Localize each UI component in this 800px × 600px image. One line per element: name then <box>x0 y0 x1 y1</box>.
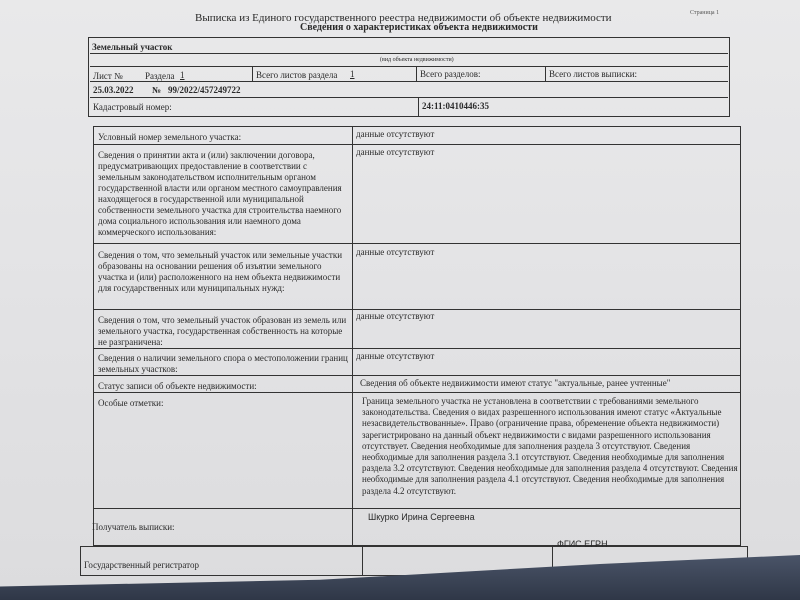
table-column-divider <box>352 126 353 546</box>
row-label: Условный номер земельного участка: <box>98 132 242 142</box>
cadastral-label: Кадастровый номер: <box>93 102 172 112</box>
row-divider <box>94 508 740 509</box>
row-value: данные отсутствуют <box>356 147 435 157</box>
divider <box>416 66 417 81</box>
row-divider <box>94 309 740 310</box>
divider <box>90 97 728 98</box>
registrar-org: ФГИС ЕГРН <box>557 539 608 549</box>
row-value: данные отсутствуют <box>356 311 435 321</box>
divider <box>90 81 728 82</box>
row-divider <box>94 375 740 376</box>
divider <box>90 53 728 54</box>
section-value: 1 <box>180 70 185 80</box>
divider <box>545 66 546 81</box>
row-divider <box>94 243 740 244</box>
row-label: Особые отметки: <box>98 398 164 408</box>
object-type-caption: (вид объекта недвижимости) <box>380 57 454 63</box>
row-divider <box>94 348 740 349</box>
special-notes-value: Граница земельного участка не установлена в соответствии с требованиями земельного законодательства. Сведения о видах разрешенного использования имеют статус «Актуальные незасвидетельствованные». Право (ограничение права, обременение объекта недвижимости) зарегистрировано на данный объект недвижимости с видами разрешенного использования отсутствует. Сведения необходимые для заполнения раздела 3 отсутствуют. Сведения необходимые для заполнения раздела 3.1 отсутствуют. Сведения необходимые для заполнения раздела 3.2 отсутствуют. Сведения необходимые для заполнения раздела 4 отсутствуют. Сведения необходимые для заполнения раздела 4.1 отсутствуют. Сведения необходимые для заполнения раздела 4.2 отсутствуют. <box>362 396 738 496</box>
total-sheets-section-label: Всего листов раздела <box>256 70 338 80</box>
object-type: Земельный участок <box>92 42 173 52</box>
page-note: Страница 1 <box>690 10 720 16</box>
cadastral-number: 24:11:0410446:35 <box>422 101 489 111</box>
document-subtitle: Сведения о характеристиках объекта недвижимости <box>300 22 538 33</box>
row-label: Статус записи об объекте недвижимости: <box>98 381 257 391</box>
row-value: данные отсутствуют <box>356 247 435 257</box>
total-sheets-section-value: 1 <box>350 69 355 79</box>
sheet-label: Лист № <box>93 71 123 81</box>
divider <box>252 66 253 81</box>
row-divider <box>94 392 740 393</box>
divider <box>418 97 419 116</box>
recipient-name: Шкурко Ирина Сергеевна <box>368 512 475 522</box>
divider <box>90 66 728 67</box>
row-value: данные отсутствуют <box>356 351 435 361</box>
document-title: Выписка из Единого государственного реестра недвижимости об объекте недвижимости <box>195 12 612 24</box>
total-sheets-label: Всего листов выписки: <box>549 69 638 79</box>
row-label: Сведения о том, что земельный участок образован из земель или земельного участка, государственная собственность на которые не разграничена: <box>98 315 347 347</box>
row-value: Сведения об объекте недвижимости имеют статус "актуальные, ранее учтенные" <box>360 378 671 388</box>
total-sections-label: Всего разделов: <box>420 69 481 79</box>
number-label: № <box>152 85 162 95</box>
section-label: Раздела <box>145 71 175 81</box>
row-label: Сведения о принятии акта и (или) заключении договора, предусматривающих предоставление в соответствии с земельным законодательством исполнительным органом государственной власти или органом местного самоуправления находящегося в государственной или муниципальной собственности земельного участка для строительства наемного дома социального использования или наемного дома коммерческого использования: <box>98 150 342 237</box>
row-divider <box>94 144 740 145</box>
row-value: данные отсутствуют <box>356 129 435 139</box>
extract-number: 99/2022/457249722 <box>168 85 241 95</box>
divider <box>362 546 363 576</box>
issue-date: 25.03.2022 <box>93 85 134 95</box>
row-label: Сведения о том, что земельный участок или земельные участки образованы на основании решения об изъятии земельного участка и (или) расположенного на нем объекта недвижимости для государственных или муниципальных нужд: <box>98 250 343 293</box>
row-label: Сведения о наличии земельного спора о местоположении границ земельных участков: <box>98 353 348 374</box>
recipient-label: Получатель выписки: <box>92 522 175 532</box>
registrar-label: Государственный регистратор <box>84 560 200 570</box>
